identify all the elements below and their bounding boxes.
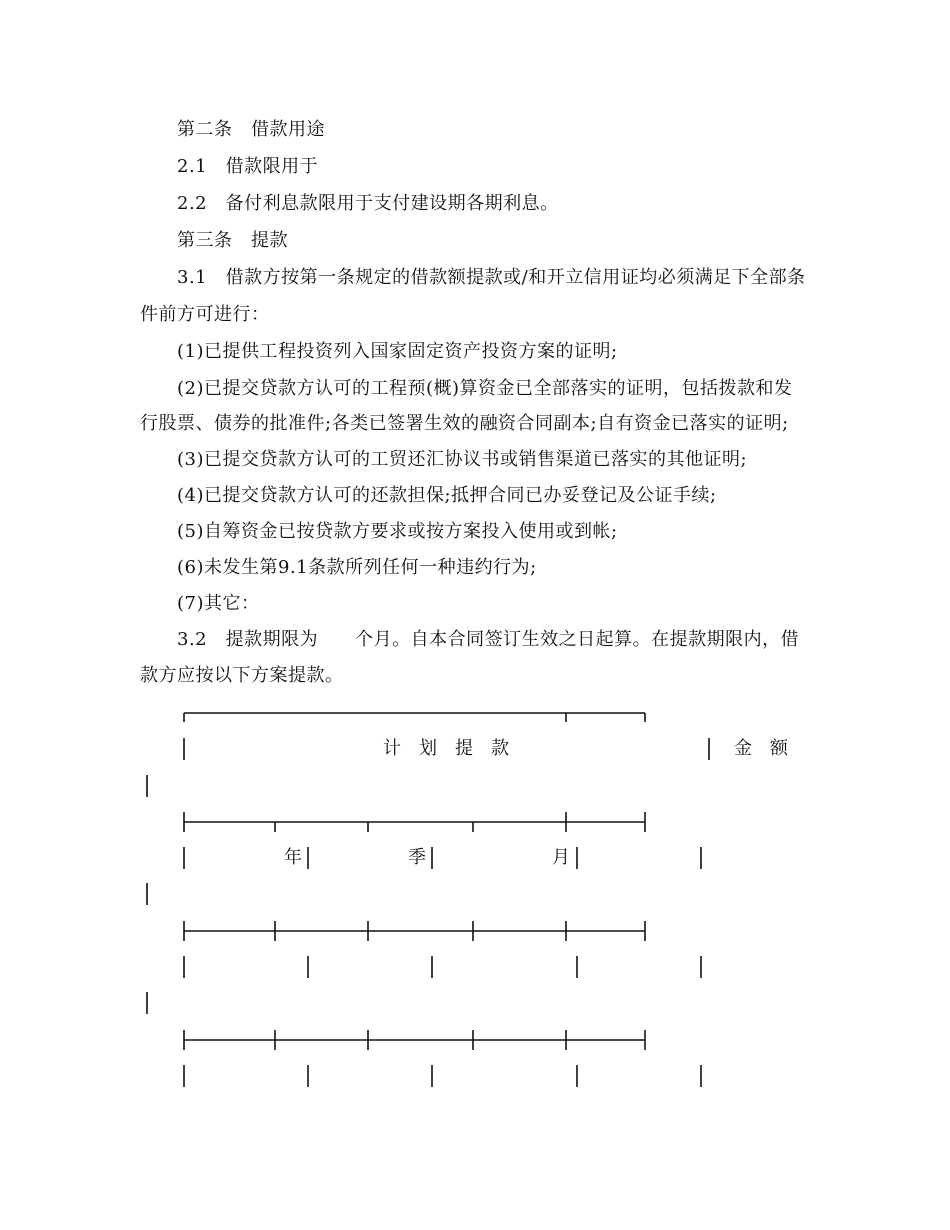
- condition-4: (4)已提交贷款方认可的还款担保;抵押合同已办妥登记及公证手续;: [177, 485, 717, 506]
- condition-1: (1)已提供工程投资列入国家固定资产投资方案的证明;: [177, 341, 618, 362]
- clause-3-1-line2: 件前方可进行：: [140, 304, 270, 325]
- article-2-heading: 第二条 借款用途: [177, 119, 325, 140]
- year-column-label: 年: [284, 847, 302, 868]
- plan-header: 计 划 提 款: [383, 738, 509, 759]
- condition-7: (7)其它：: [177, 593, 260, 614]
- clause-3-2-line1: 3.2 提款期限为 个月。自本合同签订生效之日起算。在提款期限内，借: [177, 629, 800, 650]
- condition-6: (6)未发生第9.1条款所列任何一种违约行为;: [177, 557, 537, 578]
- amount-header: 金 额: [734, 738, 788, 759]
- month-column-label: 月: [552, 847, 570, 868]
- clause-3-2-line2: 款方应按以下方案提款。: [140, 665, 344, 686]
- article-3-heading: 第三条 提款: [177, 230, 288, 251]
- clause-2-2: 2.2 备付利息款限用于支付建设期各期利息。: [177, 193, 559, 214]
- clause-3-1-line1: 3.1 借款方按第一条规定的借款额提款或/和开立信用证均必须满足下全部条: [177, 267, 806, 288]
- condition-3: (3)已提交贷款方认可的工贸还汇协议书或销售渠道已落实的其他证明;: [177, 449, 748, 470]
- clause-2-1: 2.1 借款限用于: [177, 156, 319, 177]
- condition-5: (5)自筹资金已按贷款方要求或按方案投入使用或到帐;: [177, 521, 618, 542]
- condition-2-line2: 行股票、债券的批准件;各类已签署生效的融资合同副本;自有资金已落实的证明;: [140, 413, 789, 434]
- condition-2-line1: (2)已提交贷款方认可的工程预(概)算资金已全部落实的证明，包括拨款和发: [177, 378, 793, 399]
- season-column-label: 季: [408, 847, 426, 868]
